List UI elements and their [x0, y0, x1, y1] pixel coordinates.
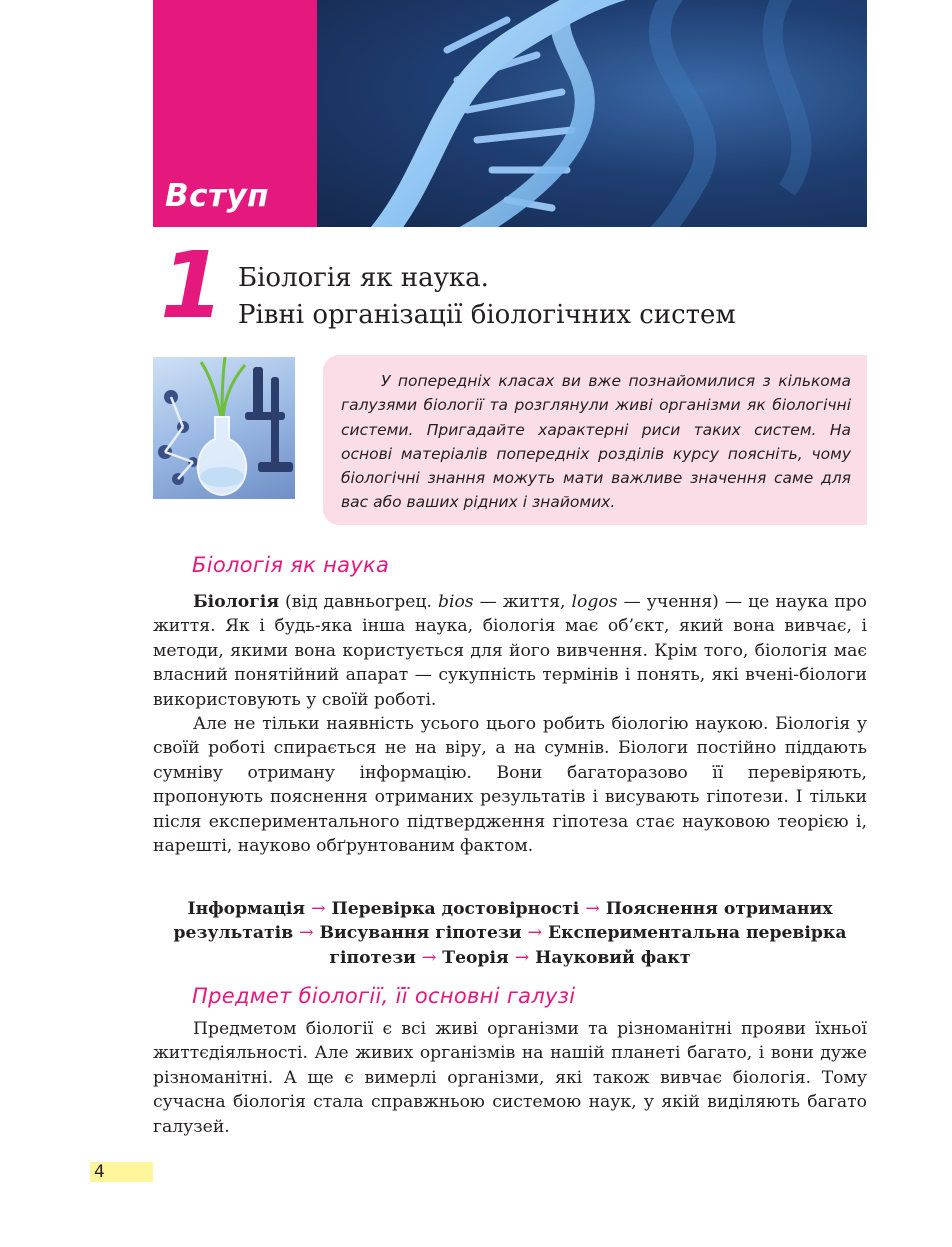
paragraph-subject: Предметом біології є всі живі організми та різноманітні прояви їхньої життєдіяльності. Але живих організмів на нашій планеті багато, і вони дуже різноманітні. А ще є вимерлі організми, які також вивчає біологія. Тому сучасна біологія стала справжньою системою наук, у якій виділяють багато галузей.	[153, 1019, 867, 1137]
section-heading-biology-as-science: Біологія як наука	[192, 553, 390, 577]
dna-illustration	[317, 0, 867, 227]
intro-text: У попередніх класах ви вже познайомилися з кількома галузями біології та розглянули живі організми як біологічні системи. Пригадайте характерні риси таких систем. На основі матеріалів попередніх розділів курсу поясніть, чому біологічні знання можуть мати важливе значення саме для вас або ваших рідних і знайомих.	[341, 372, 851, 512]
page-number: 4	[94, 1162, 105, 1182]
arrow-icon: →	[585, 899, 600, 919]
lab-flask-image	[153, 357, 295, 499]
text-segment: — учення) — це наука про життя. Як і будь-яка інша наука, біологія має об’єкт, який вона вивчає, і методи, якими вона користується для його вивчення. Крім того, біологія має власний понятійний апарат — сукупність термінів і понять, які вчені-біологи використовують у своїй роботі.	[153, 592, 868, 710]
flow-step: Науковий факт	[535, 947, 691, 968]
chapter-title-line1: Біологія як наука.	[238, 263, 489, 293]
flow-step: Теорія	[442, 947, 509, 968]
flow-step: Інформація	[187, 899, 306, 919]
flow-step: Експериментальна перевірка гіпотези	[329, 923, 847, 968]
intro-callout	[323, 355, 867, 525]
scientific-method-flow	[153, 897, 867, 970]
text-segment: — життя,	[473, 592, 572, 612]
chapter-title	[238, 260, 736, 334]
arrow-icon: →	[514, 947, 530, 968]
paragraph-definition	[153, 590, 867, 712]
term-biology: Біологія	[193, 592, 280, 612]
section-label: Вступ	[165, 178, 270, 214]
arrow-icon: →	[527, 923, 542, 944]
dna-helix-image	[317, 0, 867, 227]
chapter-title-line2: Рівні організації біологічних систем	[238, 300, 736, 330]
chapter-number: 1	[160, 232, 225, 339]
arrow-icon: →	[299, 923, 314, 944]
text-segment: (від давньогрец.	[279, 592, 438, 612]
arrow-icon: →	[421, 947, 437, 968]
page-number-tab	[90, 1162, 153, 1182]
paragraph-doubt: Але не тільки наявність усього цього робить біологію наукою. Біологія у своїй роботі спирається не на віру, а на сумнів. Біологи постійно піддають сумніву отриману інформацію. Вони багаторазово її перевіряють, пропонують пояснення отриманих результатів і висувають гіпотези. І тільки після експериментального підтвердження гіпотеза стає науковою теорією і, нарешті, науково обґрунтованим фактом.	[153, 714, 867, 857]
flow-step: Пояснення отриманих результатів	[173, 899, 833, 944]
term-logos: logos	[571, 592, 618, 612]
chapter-banner	[153, 0, 867, 227]
section-heading-subject-of-biology: Предмет біології, її основні галузі	[192, 984, 576, 1008]
flow-step: Перевірка достовірності	[331, 899, 580, 919]
flow-step: Висування гіпотези	[319, 923, 522, 944]
lab-flask-illustration	[153, 357, 295, 499]
arrow-icon: →	[311, 899, 326, 919]
term-bios: bios	[437, 592, 474, 612]
banner-pink-panel	[153, 0, 317, 227]
